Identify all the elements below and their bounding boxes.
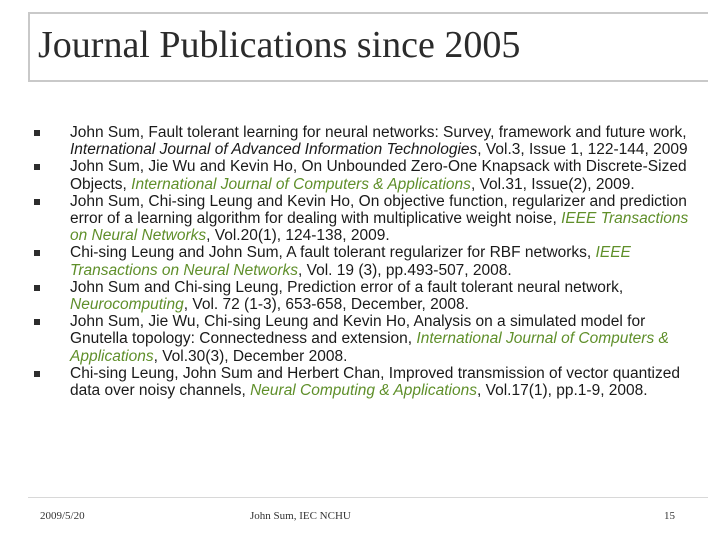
publication-details: , Vol.3, Issue 1, 122-144, 2009	[477, 141, 688, 159]
title-frame-bottom	[28, 80, 708, 82]
publication-text: John Sum, Jie Wu, Chi-sing Leung and Kevin Ho, Analysis on a simulated model for Gnutella topology: Connectedness and extension,	[70, 313, 646, 348]
publication-venue: Neural Computing & Applications	[250, 382, 477, 400]
publication-item	[34, 313, 694, 365]
square-bullet-icon	[34, 250, 40, 256]
square-bullet-icon	[34, 285, 40, 291]
publication-text: Chi-sing Leung and John Sum, A fault tolerant regularizer for RBF networks,	[70, 244, 596, 262]
square-bullet-icon	[34, 199, 40, 205]
slide-title: Journal Publications since 2005	[38, 24, 521, 66]
footer-page-number: 15	[664, 510, 675, 522]
title-frame-top	[28, 12, 708, 14]
publication-venue: International Journal of Computers & Applications	[70, 330, 669, 365]
publication-text: Chi-sing Leung, John Sum and Herbert Chan, Improved transmission of vector quantized data over noisy channels,	[70, 364, 680, 400]
publication-list	[34, 124, 694, 399]
square-bullet-icon	[34, 319, 40, 325]
publication-item	[34, 279, 694, 313]
publication-text: John Sum, Chi-sing Leung and Kevin Ho, On objective function, regularizer and prediction error of a learning algorithm for dealing with multiplicative weight noise,	[70, 192, 687, 228]
publication-text: John Sum and Chi-sing Leung, Prediction error of a fault tolerant neural network,	[70, 278, 624, 296]
square-bullet-icon	[34, 164, 40, 170]
publication-venue: International Journal of Advanced Information Technologies	[70, 141, 478, 159]
publication-item	[34, 365, 694, 399]
square-bullet-icon	[34, 130, 40, 136]
publication-text: John Sum, Jie Wu and Kevin Ho, On Unbounded Zero-One Knapsack with Discrete-Sized Objects,	[70, 158, 687, 193]
publication-details: , Vol. 19 (3), pp.493-507, 2008.	[298, 261, 512, 279]
publication-venue: IEEE Transactions on Neural Networks	[70, 210, 689, 245]
publication-details: , Vol. 72 (1-3), 653-658, December, 2008.	[183, 296, 469, 314]
publication-item	[34, 244, 694, 278]
footer-author: John Sum, IEC NCHU	[250, 510, 351, 522]
publication-details: , Vol.31, Issue(2), 2009.	[470, 175, 635, 193]
publication-text: John Sum, Fault tolerant learning for neural networks: Survey, framework and future work,	[70, 124, 687, 141]
publication-details: , Vol.20(1), 124-138, 2009.	[206, 227, 390, 245]
publication-item	[34, 158, 694, 192]
title-frame-left	[28, 12, 30, 82]
publication-venue: IEEE Transactions on Neural Networks	[70, 244, 631, 279]
publication-details: , Vol.17(1), pp.1-9, 2008.	[476, 382, 648, 400]
publication-item	[34, 193, 694, 245]
publication-venue: International Journal of Computers & Applications	[131, 175, 471, 193]
publication-item	[34, 124, 694, 158]
publication-venue: Neurocomputing	[70, 296, 184, 314]
footer-date: 2009/5/20	[40, 510, 85, 522]
square-bullet-icon	[34, 371, 40, 377]
publication-details: , Vol.30(3), December 2008.	[153, 347, 348, 365]
footer-divider	[28, 497, 708, 498]
